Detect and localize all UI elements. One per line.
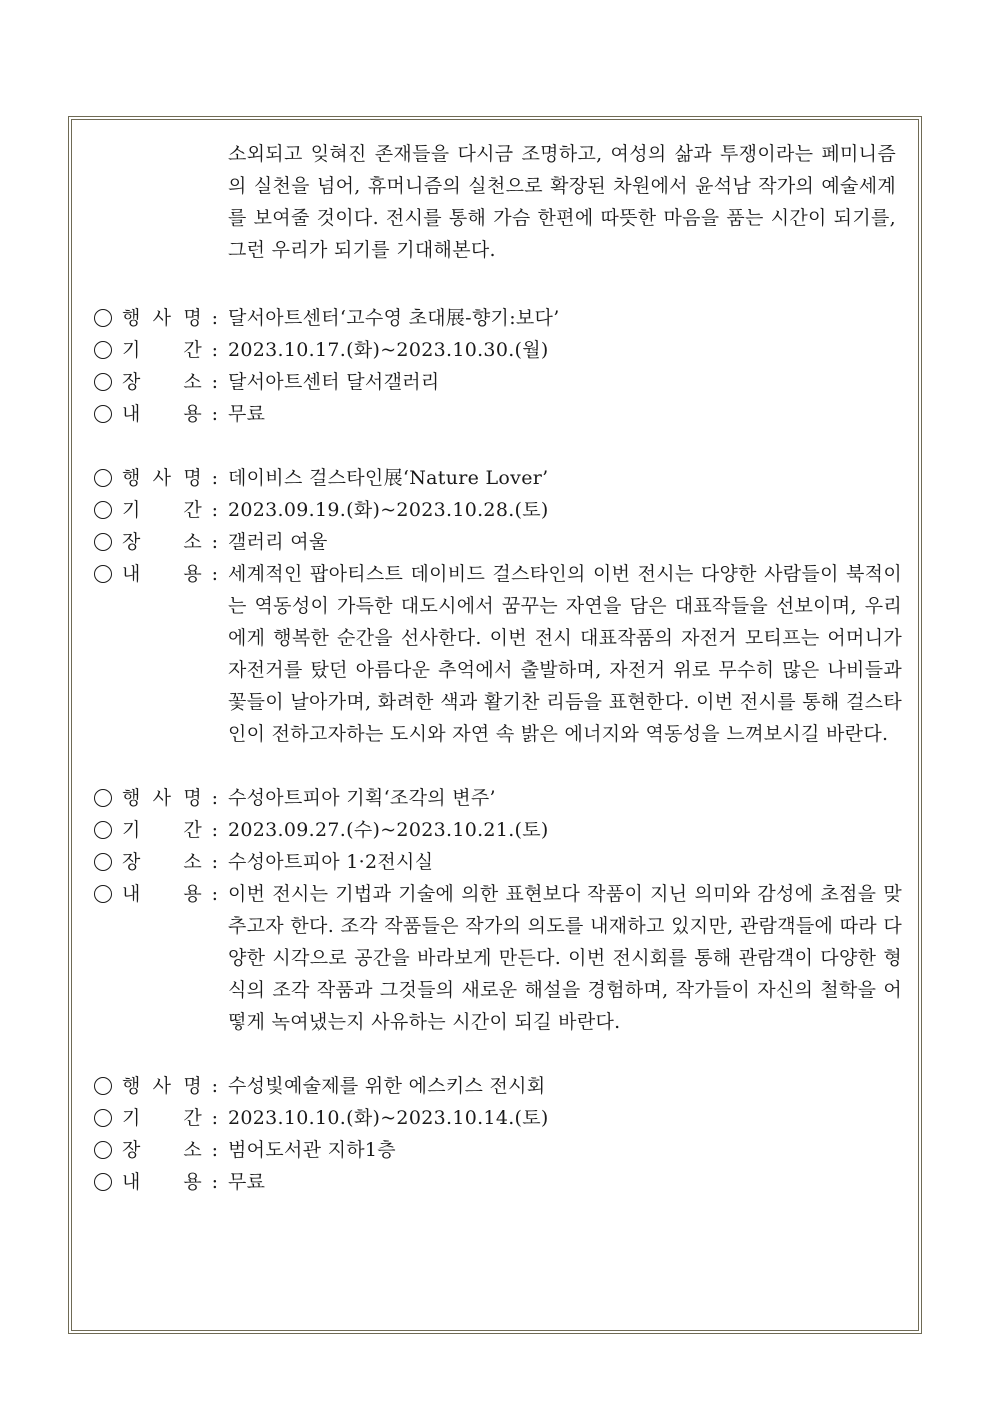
- event-name: 데이비스 걸스타인展‘Nature Lover’: [228, 467, 549, 489]
- event-block: [94, 302, 902, 430]
- intro-paragraph: 소외되고 잊혀진 존재들을 다시금 조명하고, 여성의 삶과 투쟁이라는 페미니즘의 실천을 넘어, 휴머니즘의 실천으로 확장된 차원에서 윤석남 작가의 예술세계를 보여줄 것이다. 전시를 통해 가슴 한편에 따뜻한 마음을 품는 시간이 되기를, 그런 우리가 되기를 기대해본다.: [228, 143, 896, 261]
- name-label: 행 사 명: [122, 467, 202, 489]
- event-content-row: [94, 398, 902, 430]
- circle-bullet-icon: [94, 1109, 112, 1127]
- colon: :: [211, 1139, 219, 1161]
- event-content: 이번 전시는 기법과 기술에 의한 표현보다 작품이 지닌 의미와 감성에 초점을 맞추고자 한다. 조각 작품들은 작가의 의도를 내재하고 있지만, 관람객들에 따라 다양한 시각으로 공간을 바라보게 만든다. 이번 전시회를 통해 관람객이 다양한 형식의 조각 작품과 그것들의 새로운 해설을 경험하며, 작가들이 자신의 철학을 어떻게 녹여냈는지 사유하는 시간이 되길 바란다.: [228, 883, 902, 1033]
- colon: :: [211, 403, 219, 425]
- circle-bullet-icon: [94, 1077, 112, 1095]
- content-label: 내 용: [122, 1171, 202, 1193]
- event-name-row: [94, 462, 902, 494]
- event-place-row: [94, 1134, 902, 1166]
- name-label: 행 사 명: [122, 787, 202, 809]
- event-period: 2023.10.10.(화)~2023.10.14.(토): [228, 1107, 549, 1129]
- event-name: 수성빛예술제를 위한 에스키스 전시회: [228, 1075, 546, 1097]
- place-label: 장 소: [122, 371, 202, 393]
- colon: :: [211, 1107, 219, 1129]
- content-label: 내 용: [122, 563, 202, 585]
- event-block: [94, 1070, 902, 1198]
- event-period: 2023.09.19.(화)~2023.10.28.(토): [228, 499, 549, 521]
- event-content: 세계적인 팝아티스트 데이비드 걸스타인의 이번 전시는 다양한 사람들이 북적이는 역동성이 가득한 대도시에서 꿈꾸는 자연을 담은 대표작들을 선보이며, 우리에게 행복한 순간을 선사한다. 이번 전시 대표작품의 자전거 모티프는 어머니가 자전거를 탔던 아름다운 추억에서 출발하며, 자전거 위로 무수히 많은 나비들과 꽃들이 날아가며, 화려한 색과 활기찬 리듬을 표현한다. 이번 전시를 통해 걸스타인이 전하고자하는 도시와 자연 속 밝은 에너지와 역동성을 느껴보시길 바란다.: [228, 563, 902, 745]
- period-label: 기 간: [122, 499, 202, 521]
- event-block: [94, 462, 902, 750]
- event-place-row: [94, 846, 902, 878]
- event-name-row: [94, 782, 902, 814]
- colon: :: [211, 499, 219, 521]
- event-name-row: [94, 302, 902, 334]
- name-label: 행 사 명: [122, 1075, 202, 1097]
- event-period: 2023.10.17.(화)~2023.10.30.(월): [228, 339, 549, 361]
- event-period-row: [94, 1102, 902, 1134]
- colon: :: [211, 531, 219, 553]
- document-body: [94, 138, 902, 1198]
- place-label: 장 소: [122, 851, 202, 873]
- period-label: 기 간: [122, 819, 202, 841]
- colon: :: [211, 1075, 219, 1097]
- circle-bullet-icon: [94, 1173, 112, 1191]
- event-name: 수성아트피아 기획‘조각의 변주’: [228, 787, 496, 809]
- event-place-row: [94, 526, 902, 558]
- content-label: 내 용: [122, 883, 202, 905]
- circle-bullet-icon: [94, 565, 112, 583]
- colon: :: [211, 1171, 219, 1193]
- event-place: 달서아트센터 달서갤러리: [228, 371, 440, 393]
- event-content: 무료: [228, 403, 266, 425]
- event-block: [94, 782, 902, 1038]
- place-label: 장 소: [122, 1139, 202, 1161]
- event-content-row: [94, 1166, 902, 1198]
- event-period-row: [94, 814, 902, 846]
- content-label: 내 용: [122, 403, 202, 425]
- colon: :: [211, 563, 219, 585]
- circle-bullet-icon: [94, 469, 112, 487]
- event-place: 갤러리 여울: [228, 531, 328, 553]
- event-period-row: [94, 494, 902, 526]
- circle-bullet-icon: [94, 789, 112, 807]
- colon: :: [211, 339, 219, 361]
- event-content-row: [94, 558, 902, 750]
- event-period-row: [94, 334, 902, 366]
- period-label: 기 간: [122, 339, 202, 361]
- event-place-row: [94, 366, 902, 398]
- event-place: 범어도서관 지하1층: [228, 1139, 396, 1161]
- event-content-row: [94, 878, 902, 1038]
- circle-bullet-icon: [94, 853, 112, 871]
- colon: :: [211, 851, 219, 873]
- circle-bullet-icon: [94, 885, 112, 903]
- circle-bullet-icon: [94, 309, 112, 327]
- event-place: 수성아트피아 1·2전시실: [228, 851, 434, 873]
- event-name: 달서아트센터‘고수영 초대展-향기:보다’: [228, 307, 560, 329]
- circle-bullet-icon: [94, 373, 112, 391]
- circle-bullet-icon: [94, 405, 112, 423]
- event-name-row: [94, 1070, 902, 1102]
- colon: :: [211, 371, 219, 393]
- colon: :: [211, 819, 219, 841]
- circle-bullet-icon: [94, 533, 112, 551]
- event-content: 무료: [228, 1171, 266, 1193]
- period-label: 기 간: [122, 1107, 202, 1129]
- circle-bullet-icon: [94, 341, 112, 359]
- event-period: 2023.09.27.(수)~2023.10.21.(토): [228, 819, 549, 841]
- circle-bullet-icon: [94, 501, 112, 519]
- colon: :: [211, 787, 219, 809]
- circle-bullet-icon: [94, 821, 112, 839]
- circle-bullet-icon: [94, 1141, 112, 1159]
- name-label: 행 사 명: [122, 307, 202, 329]
- place-label: 장 소: [122, 531, 202, 553]
- colon: :: [211, 467, 219, 489]
- colon: :: [211, 883, 219, 905]
- colon: :: [211, 307, 219, 329]
